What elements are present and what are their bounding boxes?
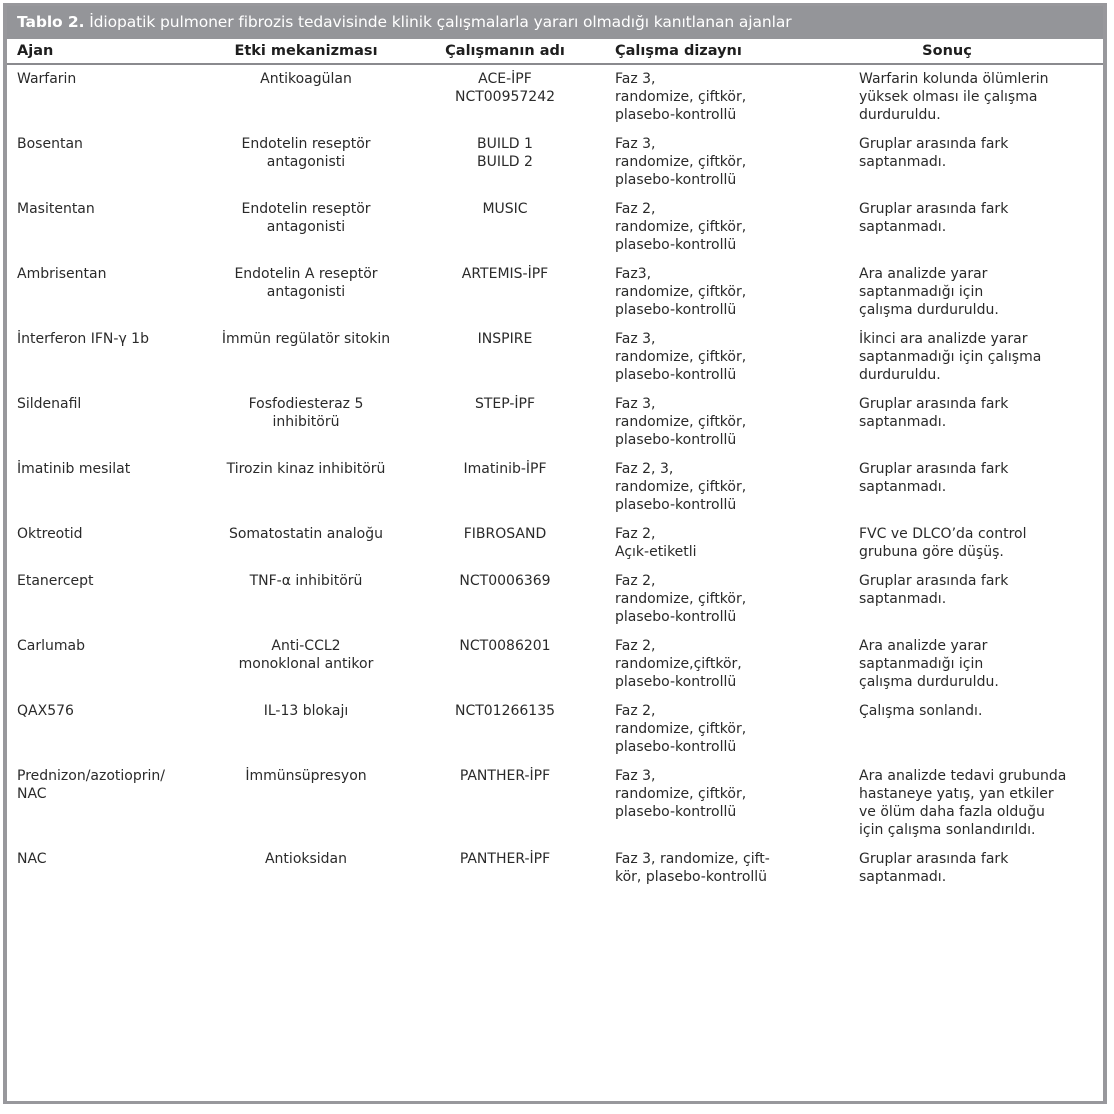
cell-mechanism-line: IL-13 blokajı (263, 703, 349, 719)
cell-study-name (417, 130, 593, 195)
table-row (7, 455, 1103, 520)
cell-result-line: hastaneye yatış, yan etkiler (859, 786, 1054, 802)
cell-mechanism-line: antagonisti (266, 219, 346, 235)
cell-agent (7, 632, 195, 697)
cell-study-design (593, 567, 851, 632)
cell-study-name (417, 632, 593, 697)
cell-agent (7, 130, 195, 195)
cell-mechanism (195, 762, 417, 845)
cell-mechanism-line: Endotelin reseptör (241, 136, 371, 152)
cell-study-design-line: Faz 3, (615, 331, 656, 347)
caption-label: Tablo 2. (17, 13, 85, 31)
table-row (7, 520, 1103, 567)
cell-study-name-line: BUILD 2 (477, 154, 533, 170)
cell-result-line: için çalışma sonlandırıldı. (859, 822, 1036, 838)
cell-result (851, 130, 1103, 195)
cell-result-line: Ara analizde tedavi grubunda (859, 768, 1067, 784)
cell-study-design-line: plasebo-kontrollü (615, 674, 737, 690)
cell-agent-line: QAX576 (17, 703, 74, 719)
table-row (7, 64, 1103, 130)
cell-study-design-line: Faz 2, (615, 703, 656, 719)
cell-mechanism (195, 567, 417, 632)
cell-agent (7, 520, 195, 567)
cell-study-name-line: ACE-İPF (478, 71, 532, 87)
cell-study-design-line: Faz 3, (615, 768, 656, 784)
cell-mechanism (195, 195, 417, 260)
cell-agent-line: NAC (17, 851, 47, 867)
cell-agent-line: İnterferon IFN-γ 1b (17, 331, 149, 347)
cell-result-line: Ara analizde yarar (859, 266, 988, 282)
cell-agent-line: Prednizon/azotioprin/ (17, 768, 165, 784)
cell-result-line: saptanmadığı için çalışma (859, 349, 1042, 365)
cell-result-line: saptanmadı. (859, 869, 947, 885)
cell-study-design-line: plasebo-kontrollü (615, 107, 737, 123)
cell-result-line: yüksek olması ile çalışma (859, 89, 1038, 105)
cell-result (851, 390, 1103, 455)
cell-study-design-line: randomize, çiftkör, (615, 414, 747, 430)
cell-result-line: saptanmadı. (859, 591, 947, 607)
cell-study-design-line: randomize, çiftkör, (615, 219, 747, 235)
cell-agent (7, 390, 195, 455)
cell-result (851, 697, 1103, 762)
cell-result-line: Gruplar arasında fark (859, 136, 1009, 152)
cell-study-design-line: Faz3, (615, 266, 652, 282)
cell-study-design (593, 325, 851, 390)
cell-study-design (593, 697, 851, 762)
cell-agent (7, 697, 195, 762)
cell-result (851, 325, 1103, 390)
column-header-mechanism: Etki mekanizması (195, 39, 417, 64)
cell-mechanism-line: inhibitörü (272, 414, 340, 430)
cell-mechanism-line: TNF-α inhibitörü (249, 573, 363, 589)
cell-study-name (417, 520, 593, 567)
cell-study-name (417, 64, 593, 130)
cell-study-design-line: randomize, çiftkör, (615, 479, 747, 495)
cell-agent (7, 64, 195, 130)
cell-study-design (593, 845, 851, 894)
cell-mechanism-line: monoklonal antikor (238, 656, 374, 672)
cell-mechanism-line: Endotelin reseptör (241, 201, 371, 217)
cell-study-name (417, 260, 593, 325)
cell-agent-line: İmatinib mesilat (17, 461, 131, 477)
cell-study-design-line: plasebo-kontrollü (615, 237, 737, 253)
cell-mechanism (195, 845, 417, 894)
cell-mechanism (195, 632, 417, 697)
cell-result-line: Çalışma sonlandı. (859, 703, 983, 719)
cell-study-design-line: Açık-etiketli (615, 544, 697, 560)
cell-study-name-line: ARTEMIS-İPF (461, 266, 549, 282)
cell-mechanism (195, 390, 417, 455)
cell-result (851, 195, 1103, 260)
cell-result (851, 762, 1103, 845)
cell-result-line: saptanmadı. (859, 219, 947, 235)
cell-study-design-line: Faz 2, (615, 638, 656, 654)
cell-study-design-line: plasebo-kontrollü (615, 432, 737, 448)
cell-study-name-line: PANTHER-İPF (459, 768, 551, 784)
table-row (7, 845, 1103, 894)
cell-result-line: Gruplar arasında fark (859, 461, 1009, 477)
cell-study-name-line: STEP-İPF (474, 396, 536, 412)
cell-study-design (593, 632, 851, 697)
cell-result-line: ve ölüm daha fazla olduğu (859, 804, 1045, 820)
cell-agent (7, 195, 195, 260)
cell-study-design-line: randomize,çiftkör, (615, 656, 742, 672)
cell-study-design-line: plasebo-kontrollü (615, 367, 737, 383)
cell-result-line: durduruldu. (859, 367, 941, 383)
cell-mechanism (195, 325, 417, 390)
cell-study-design-line: randomize, çiftkör, (615, 349, 747, 365)
cell-result-line: Ara analizde yarar (859, 638, 988, 654)
cell-mechanism-line: Tirozin kinaz inhibitörü (226, 461, 386, 477)
cell-result-line: saptanmadığı için (859, 656, 984, 672)
cell-agent (7, 260, 195, 325)
cell-mechanism-line: Antioksidan (264, 851, 348, 867)
cell-mechanism (195, 260, 417, 325)
cell-agent-line: Sildenafil (17, 396, 82, 412)
cell-mechanism (195, 64, 417, 130)
cell-study-design (593, 195, 851, 260)
cell-mechanism-line: Endotelin A reseptör (234, 266, 378, 282)
cell-study-design (593, 520, 851, 567)
cell-study-name-line: PANTHER-İPF (459, 851, 551, 867)
cell-study-name-line: INSPIRE (477, 331, 533, 347)
cell-result-line: Gruplar arasında fark (859, 573, 1009, 589)
cell-result-line: çalışma durduruldu. (859, 302, 999, 318)
cell-mechanism-line: İmmün regülatör sitokin (221, 331, 391, 347)
cell-result-line: FVC ve DLCO’da control (859, 526, 1027, 542)
cell-mechanism (195, 697, 417, 762)
cell-mechanism-line: Antikoagülan (260, 71, 352, 87)
cell-study-design-line: plasebo-kontrollü (615, 804, 737, 820)
cell-result-line: İkinci ara analizde yarar (859, 331, 1028, 347)
cell-study-name (417, 325, 593, 390)
table-row (7, 632, 1103, 697)
table-row (7, 390, 1103, 455)
cell-study-design-line: Faz 3, (615, 136, 656, 152)
column-header-study-design: Çalışma dizaynı (593, 39, 851, 64)
cell-study-design (593, 390, 851, 455)
cell-agent-line: Ambrisentan (17, 266, 107, 282)
cell-agent (7, 762, 195, 845)
cell-result (851, 520, 1103, 567)
table-body (7, 64, 1103, 894)
cell-result-line: durduruldu. (859, 107, 941, 123)
cell-mechanism-line: İmmünsüpresyon (245, 768, 367, 784)
cell-result (851, 455, 1103, 520)
cell-result (851, 632, 1103, 697)
cell-agent (7, 455, 195, 520)
cell-study-name (417, 567, 593, 632)
cell-study-name-line: NCT01266135 (454, 703, 556, 719)
cell-study-design (593, 762, 851, 845)
cell-agent-line: Etanercept (17, 573, 94, 589)
cell-study-design-line: plasebo-kontrollü (615, 609, 737, 625)
cell-study-design (593, 260, 851, 325)
cell-agent-line: NAC (17, 786, 47, 802)
cell-study-design-line: randomize, çiftkör, (615, 591, 747, 607)
cell-agent (7, 567, 195, 632)
cell-study-design (593, 130, 851, 195)
cell-study-design-line: plasebo-kontrollü (615, 497, 737, 513)
cell-study-design-line: Faz 3, (615, 396, 656, 412)
cell-mechanism (195, 455, 417, 520)
table-caption (7, 6, 1103, 39)
column-header-result: Sonuç (851, 39, 1103, 64)
cell-study-design-line: Faz 2, (615, 526, 656, 542)
cell-study-name (417, 845, 593, 894)
table-row (7, 130, 1103, 195)
cell-agent-line: Masitentan (17, 201, 95, 217)
column-header-agent: Ajan (7, 39, 195, 64)
cell-study-design-line: plasebo-kontrollü (615, 172, 737, 188)
cell-study-name-line: NCT00957242 (454, 89, 556, 105)
table-header-row (7, 39, 1103, 64)
cell-result-line: saptanmadı. (859, 414, 947, 430)
cell-result-line: Warfarin kolunda ölümlerin (859, 71, 1049, 87)
cell-result (851, 260, 1103, 325)
cell-mechanism-line: Fosfodiesteraz 5 (248, 396, 364, 412)
cell-result-line: saptanmadı. (859, 154, 947, 170)
caption-text: İdiopatik pulmoner fibrozis tedavisinde klinik çalışmalarla yararı olmadığı kanıtlanan ajanlar (84, 13, 792, 31)
cell-study-design-line: Faz 2, 3, (615, 461, 674, 477)
cell-study-design-line: Faz 2, (615, 201, 656, 217)
cell-study-design-line: randomize, çiftkör, (615, 721, 747, 737)
cell-result-line: çalışma durduruldu. (859, 674, 999, 690)
cell-result (851, 64, 1103, 130)
cell-agent-line: Carlumab (17, 638, 85, 654)
agents-table (7, 39, 1103, 894)
cell-study-name (417, 697, 593, 762)
cell-study-name (417, 195, 593, 260)
cell-agent-line: Bosentan (17, 136, 83, 152)
table-row (7, 762, 1103, 845)
cell-study-design-line: randomize, çiftkör, (615, 154, 747, 170)
cell-result-line: Gruplar arasında fark (859, 201, 1009, 217)
cell-study-name (417, 455, 593, 520)
cell-result (851, 567, 1103, 632)
cell-result-line: saptanmadı. (859, 479, 947, 495)
cell-result-line: saptanmadığı için (859, 284, 984, 300)
cell-study-name (417, 390, 593, 455)
table-frame (3, 3, 1107, 1104)
cell-mechanism-line: Somatostatin analoğu (228, 526, 384, 542)
table-row (7, 325, 1103, 390)
cell-study-name-line: NCT0006369 (459, 573, 551, 589)
cell-study-name-line: MUSIC (482, 201, 528, 217)
cell-study-name (417, 762, 593, 845)
cell-result-line: Gruplar arasında fark (859, 396, 1009, 412)
cell-study-design-line: plasebo-kontrollü (615, 739, 737, 755)
cell-agent-line: Warfarin (17, 71, 77, 87)
cell-study-name-line: NCT0086201 (459, 638, 551, 654)
cell-study-design-line: kör, plasebo-kontrollü (615, 869, 768, 885)
cell-study-name-line: BUILD 1 (477, 136, 533, 152)
cell-result-line: grubuna göre düşüş. (859, 544, 1004, 560)
column-header-study-name: Çalışmanın adı (417, 39, 593, 64)
cell-study-design-line: Faz 2, (615, 573, 656, 589)
cell-result-line: Gruplar arasında fark (859, 851, 1009, 867)
cell-study-name-line: Imatinib-İPF (463, 461, 547, 477)
cell-study-design-line: plasebo-kontrollü (615, 302, 737, 318)
cell-agent (7, 325, 195, 390)
cell-agent-line: Oktreotid (17, 526, 83, 542)
table-row (7, 195, 1103, 260)
cell-study-design (593, 64, 851, 130)
cell-agent (7, 845, 195, 894)
cell-study-design-line: randomize, çiftkör, (615, 89, 747, 105)
cell-mechanism (195, 520, 417, 567)
cell-study-name-line: FIBROSAND (463, 526, 547, 542)
cell-study-design (593, 455, 851, 520)
cell-result (851, 845, 1103, 894)
cell-study-design-line: Faz 3, randomize, çift- (615, 851, 770, 867)
cell-mechanism (195, 130, 417, 195)
cell-study-design-line: Faz 3, (615, 71, 656, 87)
cell-study-design-line: randomize, çiftkör, (615, 284, 747, 300)
cell-study-design-line: randomize, çiftkör, (615, 786, 747, 802)
table-row (7, 567, 1103, 632)
table-row (7, 260, 1103, 325)
cell-mechanism-line: Anti-CCL2 (271, 638, 341, 654)
cell-mechanism-line: antagonisti (266, 154, 346, 170)
cell-mechanism-line: antagonisti (266, 284, 346, 300)
table-row (7, 697, 1103, 762)
